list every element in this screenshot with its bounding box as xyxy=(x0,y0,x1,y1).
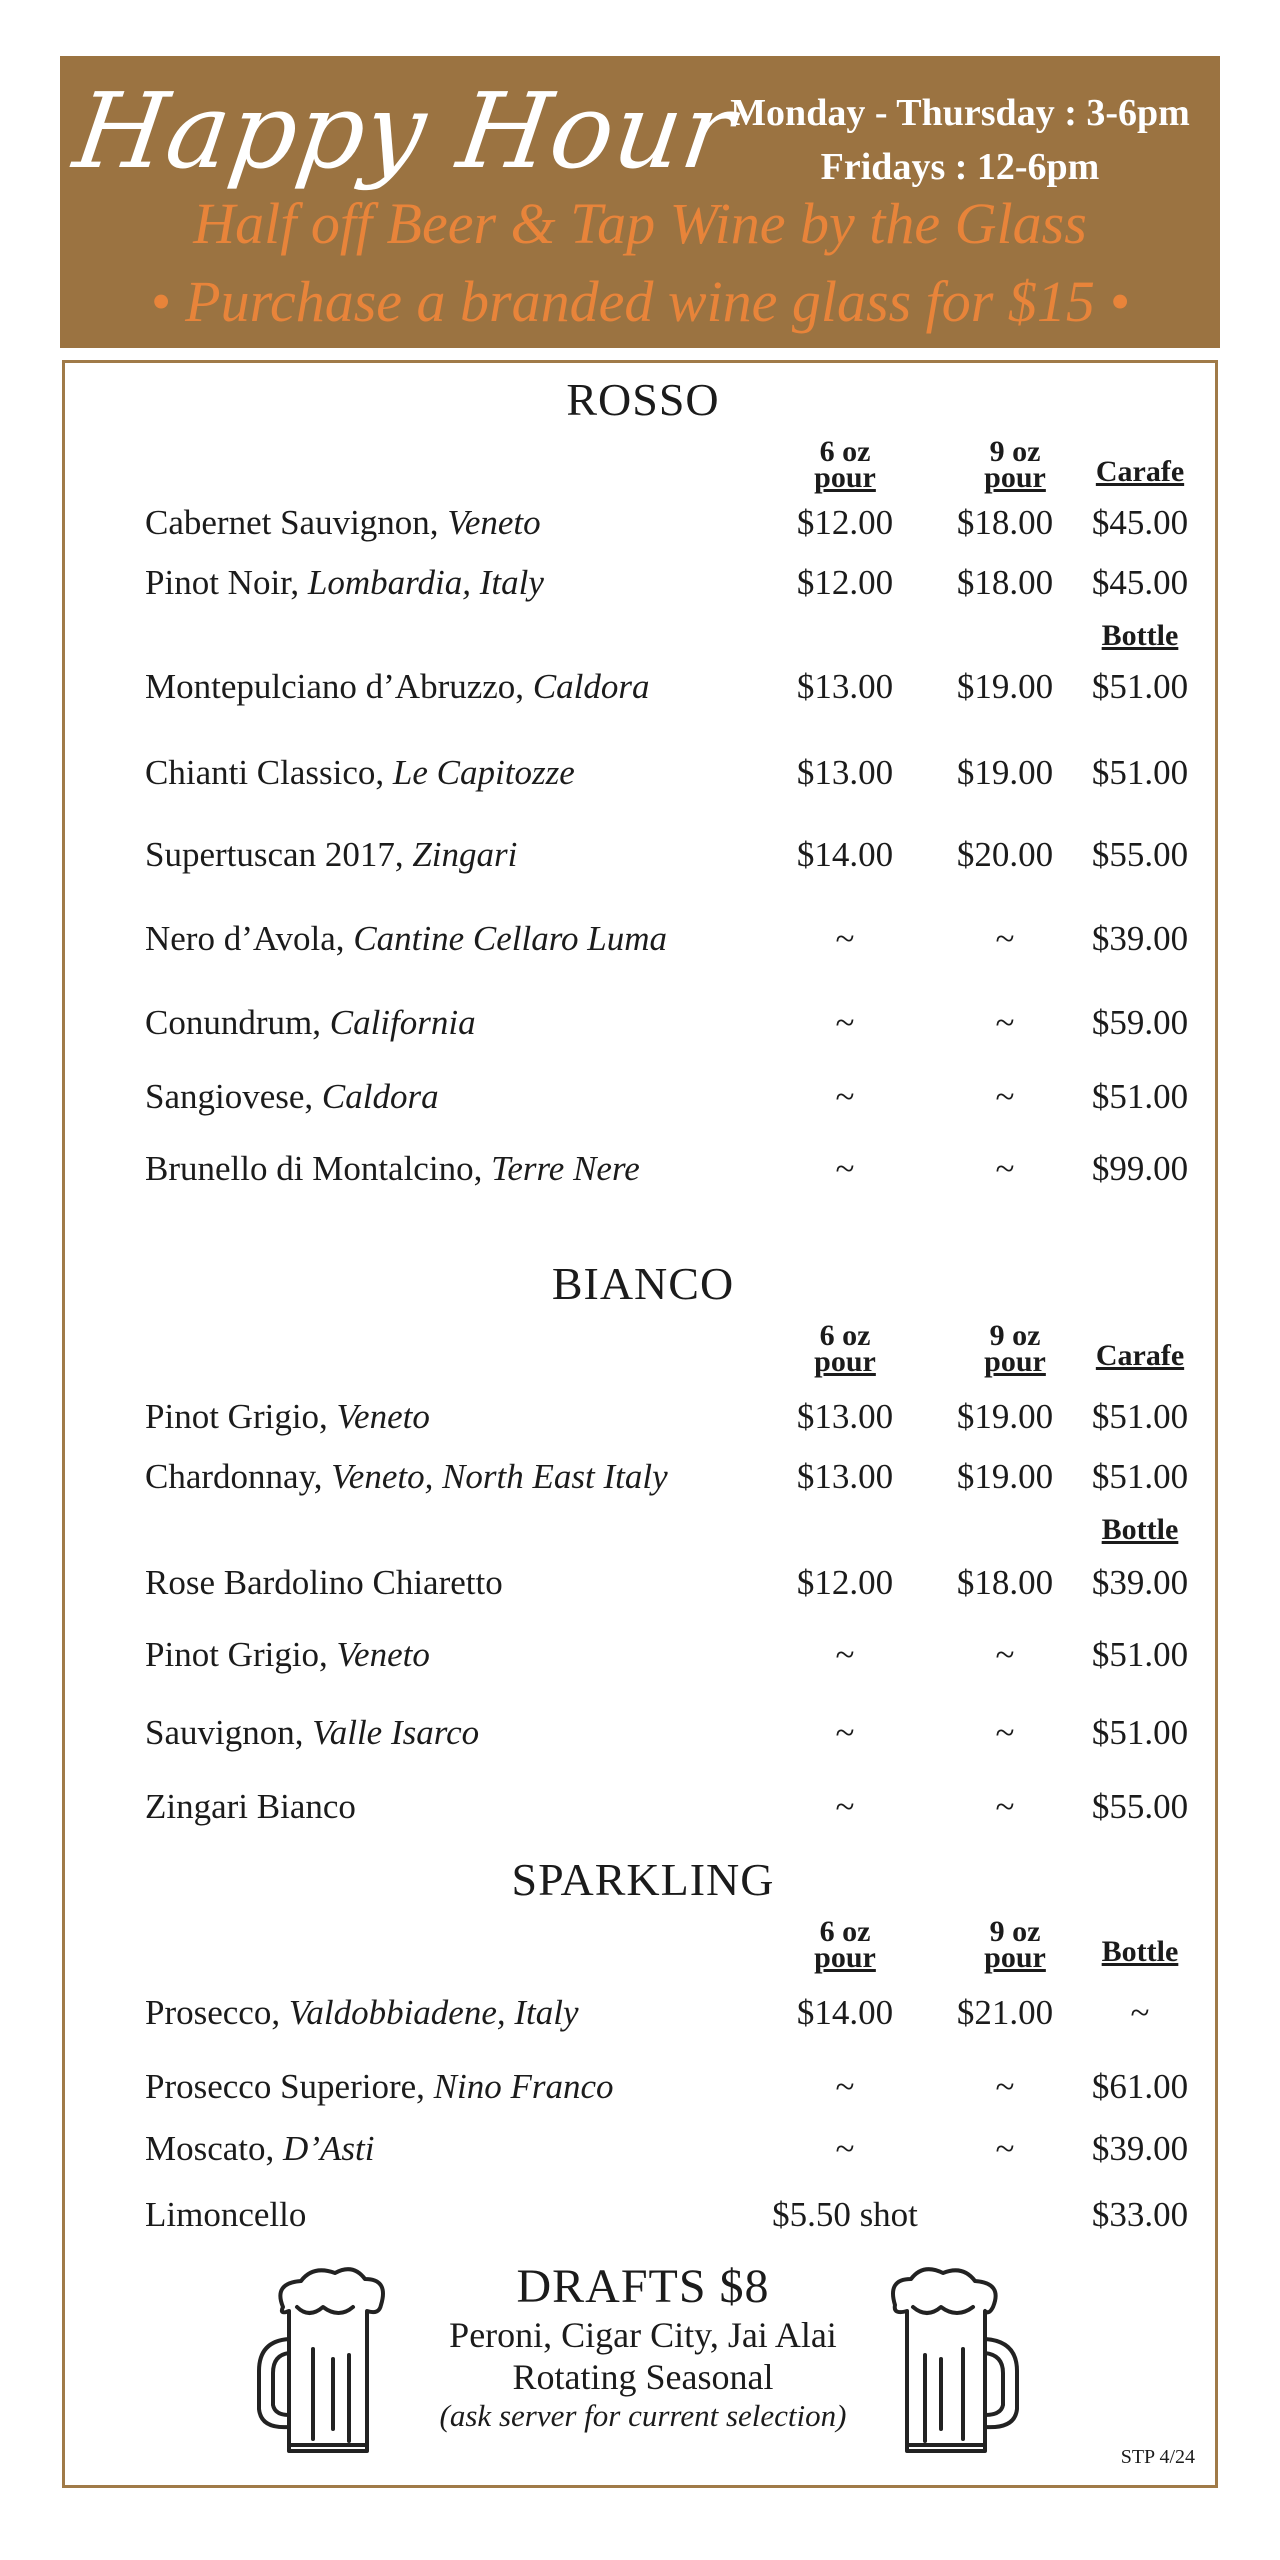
col-6oz-bianco: 6 oz pour xyxy=(814,1319,876,1378)
drafts-list: Peroni, Cigar City, Jai Alai xyxy=(449,2315,837,2355)
list-item: Pinot Grigio, Veneto $13.00 $19.00 $51.00 xyxy=(145,1397,1189,1436)
wine-menu xyxy=(62,360,1218,2488)
list-item: Brunello di Montalcino, Terre Nere ~ ~ $99.00 xyxy=(145,1149,1189,1188)
times-friday: Fridays : 12-6pm xyxy=(820,146,1100,188)
section-title-rosso: ROSSO xyxy=(566,374,720,425)
list-item: Sauvignon, Valle Isarco ~ ~ $51.00 xyxy=(145,1713,1189,1752)
happy-hour-title: Happy Hour xyxy=(67,70,743,192)
list-item: Pinot Grigio, Veneto ~ ~ $51.00 xyxy=(145,1635,1189,1674)
list-item: Chianti Classico, Le Capitozze $13.00 $19.00 $51.00 xyxy=(145,753,1189,792)
list-item: Conundrum, California ~ ~ $59.00 xyxy=(145,1003,1189,1042)
col-bottle-bianco: Bottle xyxy=(1101,1513,1179,1546)
section-title-sparkling: SPARKLING xyxy=(511,1854,775,1905)
beer-mug-icon xyxy=(253,2259,403,2459)
col-bottle-rosso: Bottle xyxy=(1101,619,1179,652)
happy-hour-offer: Half off Beer & Tap Wine by the Glass xyxy=(193,191,1087,256)
list-item: Pinot Noir, Lombardia, Italy $12.00 $18.00 $45.00 xyxy=(145,563,1189,602)
col-6oz-sparkling: 6 oz pour xyxy=(814,1915,876,1974)
col-9oz-sparkling: 9 oz pour xyxy=(984,1915,1046,1974)
beer-mug-icon xyxy=(873,2259,1023,2459)
list-item: Moscato, D’Asti ~ ~ $39.00 xyxy=(145,2129,1189,2168)
section-title-bianco: BIANCO xyxy=(551,1258,735,1309)
happy-hour-times xyxy=(660,86,1260,194)
list-item: Prosecco Superiore, Nino Franco ~ ~ $61.00 xyxy=(145,2067,1189,2106)
drafts-title: DRAFTS $8 xyxy=(516,2260,770,2313)
list-item: Montepulciano d’Abruzzo, Caldora $13.00 $19.00 $51.00 xyxy=(145,667,1189,706)
col-bottle-sparkling: Bottle xyxy=(1101,1935,1179,1968)
list-item: Limoncello $5.50 shot $33.00 xyxy=(145,2195,1189,2234)
col-9oz-bianco: 9 oz pour xyxy=(984,1319,1046,1378)
drafts-note: (ask server for current selection) xyxy=(439,2398,847,2433)
list-item: Sangiovese, Caldora ~ ~ $51.00 xyxy=(145,1077,1189,1116)
col-carafe-rosso: Carafe xyxy=(1095,455,1185,488)
happy-hour-banner xyxy=(60,56,1220,348)
list-item: Supertuscan 2017, Zingari $14.00 $20.00 $55.00 xyxy=(145,835,1189,874)
wine-glass-offer: • Purchase a branded wine glass for $15 • xyxy=(150,269,1130,334)
drafts-seasonal: Rotating Seasonal xyxy=(512,2357,774,2397)
col-carafe-bianco: Carafe xyxy=(1095,1339,1185,1372)
times-weekday: Monday - Thursday : 3-6pm xyxy=(730,92,1190,134)
list-item: Cabernet Sauvignon, Veneto $12.00 $18.00 $45.00 xyxy=(145,503,1189,542)
list-item: Chardonnay, Veneto, North East Italy $13.00 $19.00 $51.00 xyxy=(145,1457,1189,1496)
list-item: Prosecco, Valdobbiadene, Italy $14.00 $21.00 ~ xyxy=(145,1993,1150,2032)
list-item: Rose Bardolino Chiaretto $12.00 $18.00 $39.00 xyxy=(145,1563,1189,1602)
drafts-section xyxy=(65,2259,1221,2434)
list-item: Zingari Bianco ~ ~ $55.00 xyxy=(145,1787,1189,1826)
col-9oz-rosso: 9 oz pour xyxy=(984,435,1046,494)
list-item: Nero d’Avola, Cantine Cellaro Luma ~ ~ $39.00 xyxy=(145,919,1189,958)
col-6oz-rosso: 6 oz pour xyxy=(814,435,876,494)
menu-code: STP 4/24 xyxy=(1120,2446,1195,2468)
